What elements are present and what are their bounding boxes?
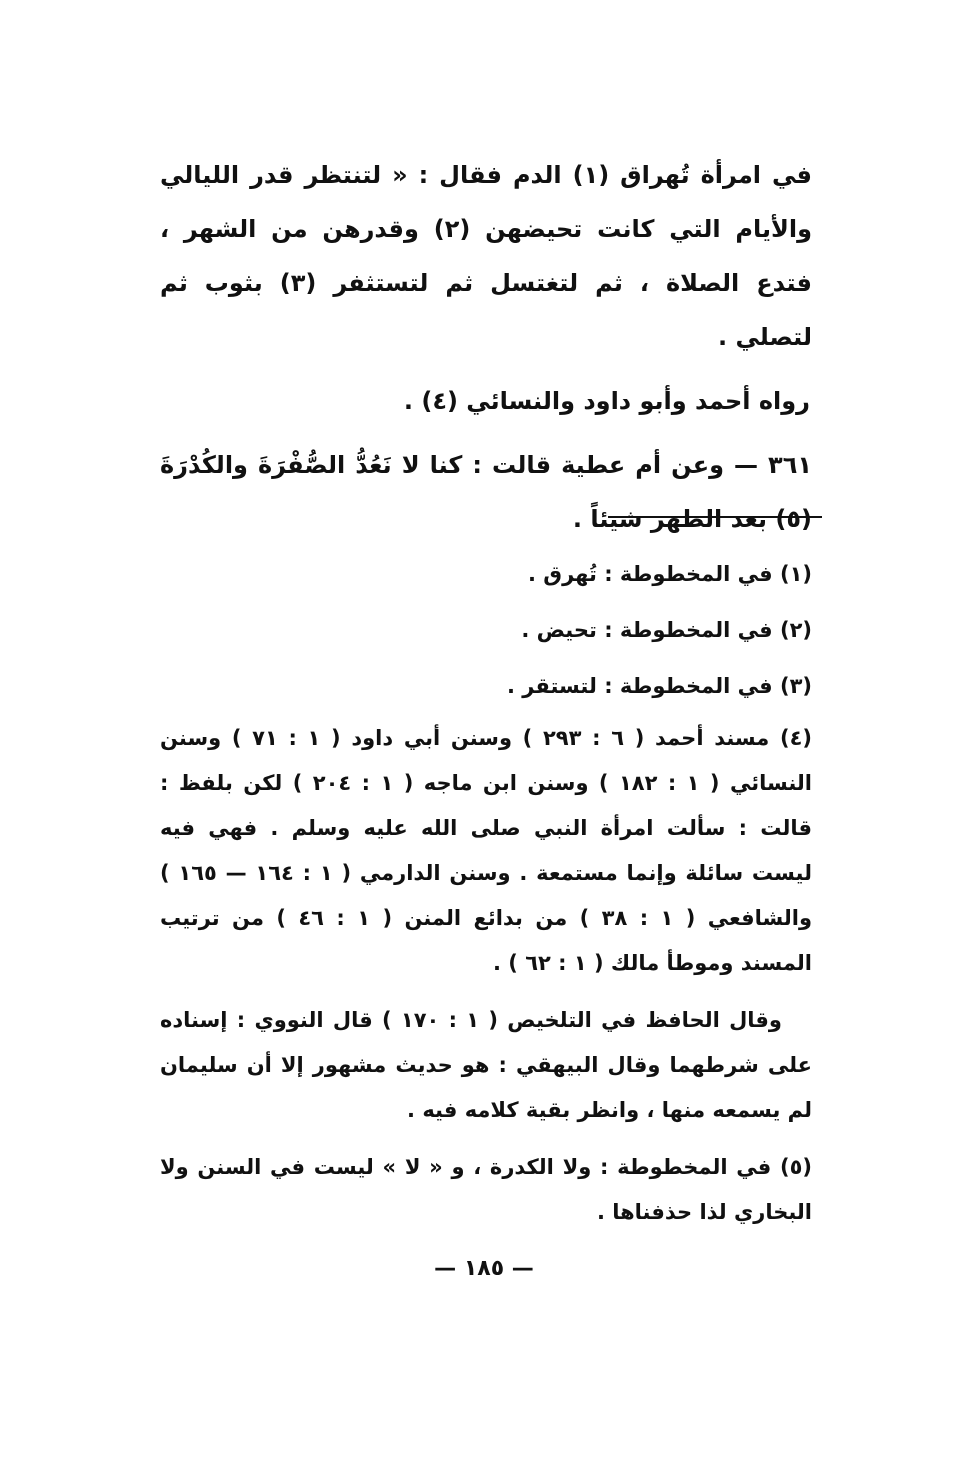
main-text [160,148,812,546]
footnote-separator [608,516,822,518]
footnote-5: (٥) في المخطوطة : ولا الكدرة ، و « لا » ليست في السنن ولا البخاري لذا حذفناها . [160,1155,812,1224]
page-number: — ١٨٥ — [434,1256,534,1281]
footnotes [160,546,812,1235]
footnote-2: (٢) في المخطوطة : تحيض . [521,618,812,642]
footnote-4-commentary: وقال الحافظ في التلخيص ( ١ : ١٧٠ ) قال النووي : إسناده على شرطهما وقال البيهقي : هو حديث مشهور إلا أن سليمان لم يسمعه منها ، وانظر بقية كلامه فيه . [160,1008,812,1122]
footnote-4: (٤) مسند أحمد ( ٦ : ٢٩٣ ) وسنن أبي داود ( ١ : ٧١ ) وسنن النسائي ( ١ : ١٨٢ ) وسنن ابن ماجه ( ١ : ٢٠٤ ) لكن بلفظ : قالت : سألت امرأة النبي صلى الله عليه وسلم . فهي فيه ليست سائلة وإنما مستمعة . وسنن الدارمي ( ١ : ١٦٤ — ١٦٥ ) والشافعي ( ١ : ٣٨ ) من بدائع المنن ( ١ : ٤٦ ) من ترتيب المسند وموطأ مالك ( ١ : ٦٢ ) . [160,726,812,975]
footnote-3: (٣) في المخطوطة : لتستقر . [507,674,812,698]
narration-paragraph: رواه أحمد وأبو داود والنسائي (٤) . [403,387,810,415]
hadith-361-paragraph: ٣٦١ — وعن أم عطية قالت : كنا لا نَعُدُّ الصُّفْرَةَ والكُدْرَةَ (٥) بعد الطهر شيئاً . [160,451,812,533]
hadith-continuation-paragraph: في امرأة تُهراق (١) الدم فقال : « لتنتظر قدر الليالي والأيام التي كانت تحيضهن (٢) وقدرهن من الشهر ، فتدع الصلاة ، ثم لتغتسل ثم لتستثفر (٣) بثوب ثم لتصلي . [160,161,812,351]
footnote-1: (١) في المخطوطة : تُهرق . [528,562,812,586]
